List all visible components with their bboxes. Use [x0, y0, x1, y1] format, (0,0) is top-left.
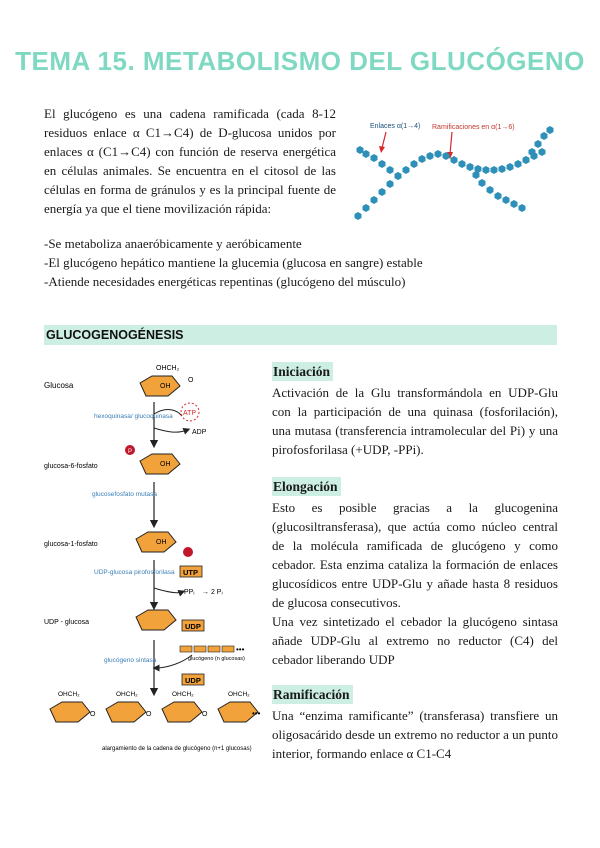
glucose-bead	[459, 160, 466, 168]
glucose-bead	[495, 192, 502, 200]
page-title: TEMA 15. METABOLISMO DEL GLUCÓGENO	[15, 46, 585, 76]
enzyme-pirofosforilasa: UDP-glucosa pirofosforilasa	[94, 569, 175, 576]
svg-text:OHCH₂: OHCH₂	[228, 691, 250, 698]
ppi-label: PPᵢ	[184, 589, 195, 596]
glucose-bead	[363, 204, 370, 212]
right-column	[272, 362, 558, 763]
atom-label: OH	[160, 461, 171, 468]
bullet-item: -El glucógeno hepático mantiene la glucemia (glucosa en sangre) estable	[44, 255, 423, 270]
compound-g6p: glucosa-6-fosfato	[44, 463, 98, 470]
text-iniciacion: Activación de la Glu transformándola en UDP-Glu con la participación de una quinasa (fosforilación), una mutasa (transferencia intramolecular del Pi) y una pirofosforilasa (+UDP, -PPi).	[272, 385, 558, 457]
glucose-bead	[363, 150, 370, 158]
atom-label: OHCH₂	[156, 365, 180, 372]
atp-label: ATP	[183, 410, 197, 417]
enzyme-mutasa: glucosefosfato mutasa	[92, 491, 158, 498]
svg-text:•••: •••	[252, 709, 261, 718]
glucose-bead	[451, 156, 458, 164]
glucose-bead	[379, 188, 386, 196]
text-elongacion-2: Una vez sintetizado el cebador la glucógeno sintasa añade UDP-Glu al extremo no reductor (C4) del cebador liberando UDP	[272, 614, 558, 667]
enzyme-glucogeno-sintasa: glucógeno sintasa	[104, 657, 157, 664]
atom-label: OH	[160, 383, 171, 390]
phosphate-icon	[183, 547, 193, 557]
glucose-bead	[539, 148, 546, 156]
glucose-bead	[387, 180, 394, 188]
glucose-bead	[487, 186, 494, 194]
glucose-bead	[535, 140, 542, 148]
udp-label: UDP	[185, 622, 201, 631]
svg-text:OHCH₂: OHCH₂	[116, 691, 138, 698]
phosphate-label: P	[128, 449, 133, 455]
atom-label: OH	[156, 539, 167, 546]
bullet-item: -Se metaboliza anaeróbicamente y aeróbicamente	[44, 236, 302, 251]
pathway-diagram	[42, 358, 266, 766]
heading-elongacion: Elongación	[272, 477, 341, 496]
glucose-bead	[479, 179, 486, 187]
glucose-bead	[511, 200, 518, 208]
svg-text:OHCH₂: OHCH₂	[58, 691, 80, 698]
udp-label: UDP	[185, 676, 201, 685]
branches-label: Ramificaciones en α(1→6)	[432, 124, 515, 131]
glucose-bead	[503, 196, 510, 204]
utp-label: UTP	[183, 568, 198, 577]
glucose-bead	[419, 155, 426, 163]
glucose-bead	[547, 126, 554, 134]
svg-text:OHCH₂: OHCH₂	[172, 691, 194, 698]
glucose-bead	[387, 166, 394, 174]
glucose-bead	[515, 160, 522, 168]
svg-text:•••: •••	[236, 645, 245, 654]
section-title-glucogenogenesis: GLUCOGENOGÉNESIS	[44, 325, 557, 345]
glucose-bead	[519, 204, 526, 212]
atom-label: O	[188, 377, 194, 384]
heading-ramificacion: Ramificación	[272, 685, 353, 704]
glucose-bead	[467, 163, 474, 171]
links-label: Enlaces α(1→4)	[370, 123, 421, 130]
svg-text:O: O	[90, 711, 96, 718]
intro-paragraph: El glucógeno es una cadena ramificada (cada 8-12 residuos enlace α C1→C4) de D-glucosa unidos por enlaces α (C1→C4) con función de reserva energética en células animales. Se encuentra en el citosol de las células en forma de gránulos y es la principal fuente de energía ya que el tiene movilización rápida:	[44, 106, 336, 216]
intro-bullets	[44, 234, 564, 291]
glucose-bead	[541, 132, 548, 140]
glucose-bead	[395, 172, 402, 180]
glucose-bead	[427, 152, 434, 160]
glucose-bead	[355, 212, 362, 220]
glucose-bead	[499, 165, 506, 173]
pi-label: → 2 Pᵢ	[202, 589, 223, 596]
glycogen-chain-figure	[352, 112, 562, 224]
glucose-bead	[491, 166, 498, 174]
compound-udp-glucosa: UDP - glucosa	[44, 619, 90, 626]
glucose-bead	[435, 150, 442, 158]
glucose-bead	[411, 160, 418, 168]
glycogen-primer	[180, 645, 245, 654]
bullet-item: -Atiende necesidades energéticas repentinas (glucógeno del músculo)	[44, 274, 406, 289]
adp-label: ADP	[192, 429, 207, 436]
compound-g1p: glucosa-1-fosfato	[44, 541, 98, 548]
glucose-bead	[523, 156, 530, 164]
glucose-bead	[483, 166, 490, 174]
glucose-bead	[371, 196, 378, 204]
glucose-bead	[403, 166, 410, 174]
text-elongacion: Esto es posible gracias a la glucogenina (glucosiltransferasa), que actúa como núcleo central de la molécula ramificada de glucógeno y como cebador. Esta enzima cataliza la formación de enlaces glucosídicos entre UDP-Glu y añade hasta 8 residuos de glucosa consecutivos.	[272, 500, 558, 610]
heading-iniciacion: Iniciación	[272, 362, 333, 381]
compound-glucosa: Glucosa	[44, 381, 74, 390]
enzyme-hexoquinasa: hexoquinasa/ glucoquinasa	[94, 413, 173, 420]
svg-text:O: O	[146, 711, 152, 718]
glucose-ring	[136, 610, 176, 630]
svg-text:O: O	[202, 711, 208, 718]
glucose-bead	[371, 154, 378, 162]
glucose-bead	[379, 160, 386, 168]
glucose-bead	[507, 163, 514, 171]
glycogen-label: glucógeno (n glucosas)	[188, 656, 245, 662]
text-ramificacion: Una “enzima ramificante” (transferasa) transfiere un oligosacárido desde un extremo no reductor a un punto interior, formando enlace α C1-C4	[272, 708, 558, 761]
elongated-chain	[50, 691, 261, 722]
chain-caption: alargamiento de la cadena de glucógeno (n+1 glucosas)	[102, 746, 252, 752]
glucose-bead	[357, 146, 364, 154]
